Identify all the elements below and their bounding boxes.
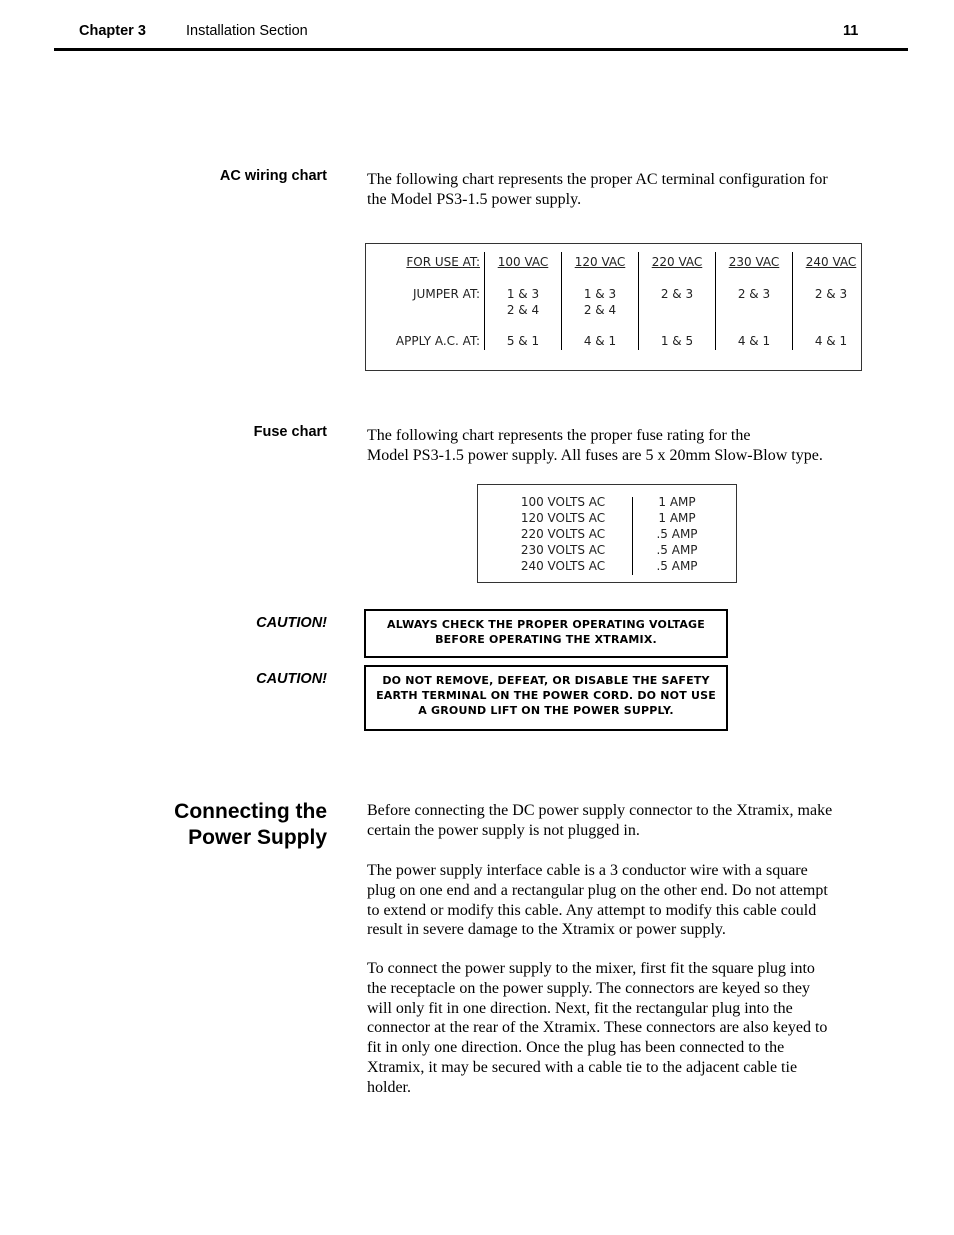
connecting-paragraph [367,861,872,940]
ac-wiring-intro-line: the Model PS3-1.5 power supply. [367,190,582,208]
fuse-volts-cell: 100 VOLTS AC [520,495,606,509]
fuse-chart-label: Fuse chart [253,424,327,440]
paragraph-line: to extend or modify this cable. Any attempt to modify this cable could [367,901,817,919]
jumper-cell: 2 & 3 [814,287,848,301]
fuse-amp-cell: .5 AMP [656,527,698,541]
voltage-header-240: 240 VAC [805,255,857,269]
fuse-table [477,484,737,583]
fuse-amp-cell: .5 AMP [656,559,698,573]
fuse-amp-cell: .5 AMP [656,543,698,557]
section-title: Installation Section [186,23,308,39]
caution-line: EARTH TERMINAL ON THE POWER CORD. DO NOT USE [376,689,716,702]
paragraph-line: To connect the power supply to the mixer, first fit the square plug into [367,960,815,977]
caution-line: DO NOT REMOVE, DEFEAT, OR DISABLE THE SAFETY [382,674,710,687]
caution-box [364,609,728,658]
paragraph-line: result in severe damage to the Xtramix or power supply. [367,921,726,939]
fuse-amp-cell: 1 AMP [658,511,696,525]
apply-cell: 1 & 5 [660,334,694,348]
caution-line: A GROUND LIFT ON THE POWER SUPPLY. [418,704,674,717]
paragraph-line: fit in only one direction. Once the plug has been connected to the [367,1039,785,1057]
heading-line: Power Supply [188,826,327,849]
fuse-volts-cell: 240 VOLTS AC [520,559,606,573]
fuse-intro-line: The following chart represents the proper fuse rating for the [367,427,751,444]
fuse-volts-cell: 230 VOLTS AC [520,543,606,557]
voltage-header-120: 120 VAC [574,255,626,269]
paragraph-line: certain the power supply is not plugged in. [367,821,640,839]
voltage-header-230: 230 VAC [728,255,780,269]
paragraph-line: Xtramix, it may be secured with a cable tie to the adjacent cable tie [367,1058,798,1076]
paragraph-line: the receptacle on the power supply. The connectors are keyed so they [367,979,810,997]
jumper-at-label: JUMPER AT: [413,287,480,301]
paragraph-line: will only fit in one direction. Next, fit the rectangular plug into the [367,999,793,1017]
fuse-intro-line: Model PS3-1.5 power supply. All fuses are 5 x 20mm Slow-Blow type. [367,446,823,464]
jumper-cell: 2 & 4 [506,303,540,317]
caution-label: CAUTION! [256,671,327,687]
fuse-amp-cell: 1 AMP [658,495,696,509]
apply-cell: 4 & 1 [737,334,771,348]
connecting-paragraph [367,801,872,841]
page-number: 11 [843,23,859,39]
caution-line: ALWAYS CHECK THE PROPER OPERATING VOLTAGE [387,618,705,631]
caution-line: BEFORE OPERATING THE XTRAMIX. [435,633,657,646]
connecting-paragraph [367,959,872,1098]
jumper-cell: 1 & 3 [506,287,540,301]
apply-cell: 5 & 1 [506,334,540,348]
for-use-at-label: FOR USE AT: [406,255,480,269]
jumper-cell: 2 & 4 [583,303,617,317]
paragraph-line: Before connecting the DC power supply connector to the Xtramix, make [367,802,833,819]
jumper-cell: 2 & 3 [660,287,694,301]
paragraph-line: holder. [367,1078,411,1096]
ac-wiring-intro-line: The following chart represents the proper AC terminal configuration for [367,171,828,188]
heading-line: Connecting the [174,800,327,823]
header-rule [54,48,908,51]
caution-label: CAUTION! [256,615,327,631]
fuse-volts-cell: 220 VOLTS AC [520,527,606,541]
apply-ac-at-label: APPLY A.C. AT: [395,334,480,348]
paragraph-line: The power supply interface cable is a 3 conductor wire with a square [367,862,808,879]
paragraph-line: plug on one end and a rectangular plug on the other end. Do not attempt [367,881,828,899]
voltage-header-100: 100 VAC [497,255,549,269]
fuse-intro [367,426,872,466]
apply-cell: 4 & 1 [583,334,617,348]
ac-wiring-chart-label: AC wiring chart [219,168,327,184]
ac-wiring-table [365,243,862,371]
ac-wiring-intro [367,170,872,210]
caution-box [364,665,728,731]
column-divider [632,497,633,575]
chapter-label: Chapter 3 [79,23,146,39]
jumper-cell: 2 & 3 [737,287,771,301]
connecting-heading [174,799,327,851]
jumper-cell: 1 & 3 [583,287,617,301]
fuse-volts-cell: 120 VOLTS AC [520,511,606,525]
paragraph-line: connector at the rear of the Xtramix. These connectors are also keyed to [367,1019,828,1037]
apply-cell: 4 & 1 [814,334,848,348]
voltage-header-220: 220 VAC [651,255,703,269]
